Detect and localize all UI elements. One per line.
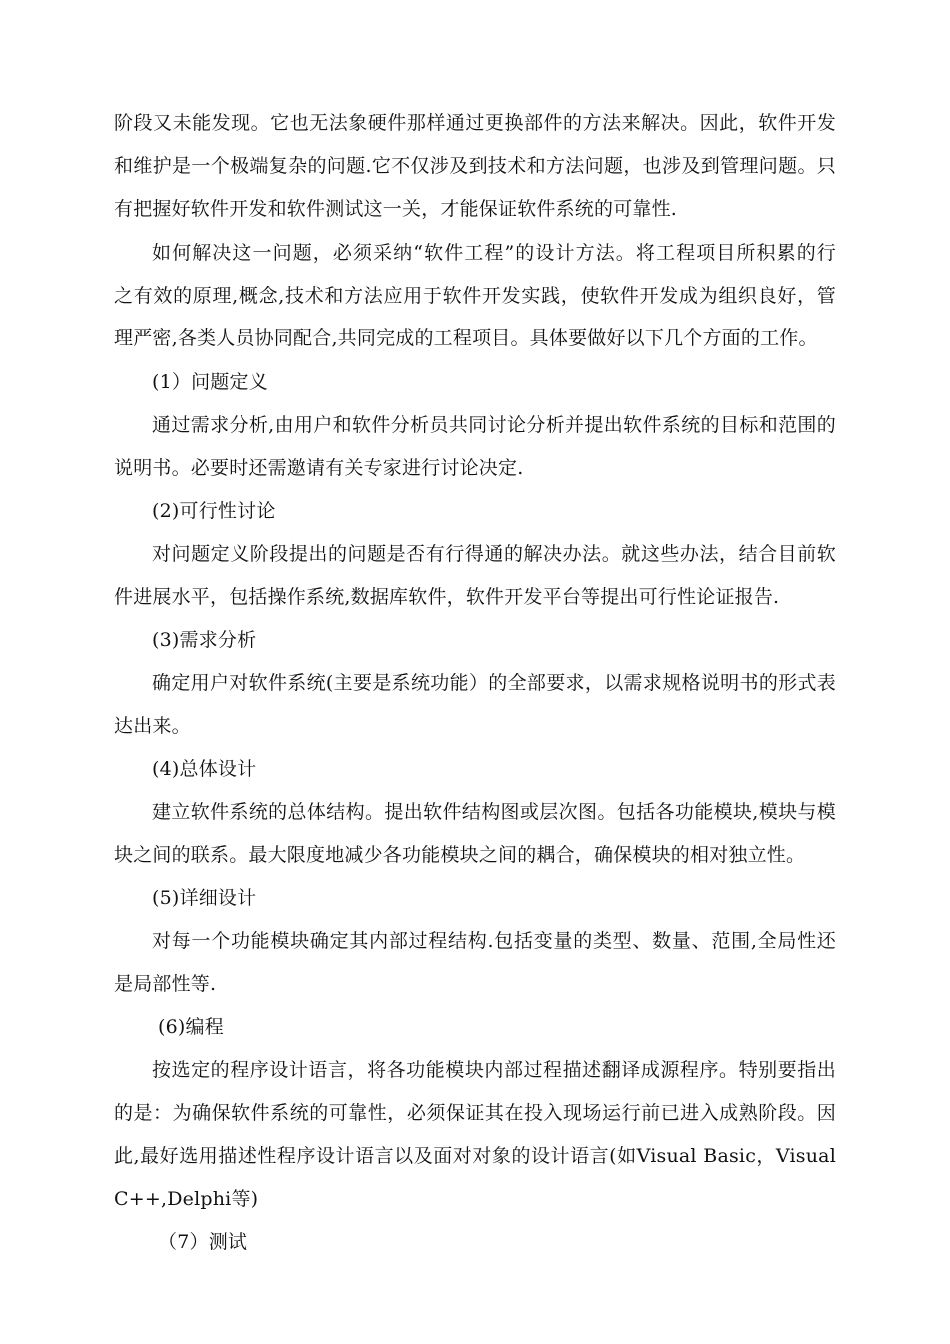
paragraph-line: 通过需求分析,由用户和软件分析员共同讨论分析并提出软件系统的目标和范围的 — [152, 414, 836, 436]
section-heading: （7）测试 — [158, 1231, 248, 1253]
paragraph-line: 如何解决这一问题，必须采纳“软件工程”的设计方法。将工程项目所积累的行 — [152, 242, 836, 264]
paragraph-line: 说明书。必要时还需邀请有关专家进行讨论决定. — [114, 457, 524, 479]
paragraph-line: 建立软件系统的总体结构。提出软件结构图或层次图。包括各功能模块,模块与模 — [152, 801, 836, 823]
paragraph-line: C++,Delphi等) — [114, 1188, 259, 1210]
section-heading: (1）问题定义 — [152, 371, 268, 393]
paragraph-line: 和维护是一个极端复杂的问题.它不仅涉及到技术和方法问题，也涉及到管理问题。只 — [114, 155, 836, 177]
paragraph-line: 件进展水平，包括操作系统,数据库软件，软件开发平台等提出可行性论证报告. — [114, 586, 780, 608]
paragraph-line: 阶段又未能发现。它也无法象硬件那样通过更换部件的方法来解决。因此，软件开发 — [114, 112, 836, 134]
paragraph-line: 是局部性等. — [114, 973, 217, 995]
section-heading: (5)详细设计 — [152, 887, 257, 909]
paragraph-line: 确定用户对软件系统(主要是系统功能）的全部要求，以需求规格说明书的形式表 — [152, 672, 836, 694]
paragraph-line: 有把握好软件开发和软件测试这一关，才能保证软件系统的可靠性. — [114, 198, 678, 220]
paragraph-line: 按选定的程序设计语言，将各功能模块内部过程描述翻译成源程序。特别要指出 — [152, 1059, 836, 1081]
paragraph-line: 对每一个功能模块确定其内部过程结构.包括变量的类型、数量、范围,全局性还 — [152, 930, 836, 952]
section-heading: (6)编程 — [158, 1016, 224, 1038]
paragraph-line: 之有效的原理,概念,技术和方法应用于软件开发实践，使软件开发成为组织良好，管 — [114, 285, 836, 307]
section-heading: (4)总体设计 — [152, 758, 257, 780]
paragraph-line: 的是：为确保软件系统的可靠性，必须保证其在投入现场运行前已进入成熟阶段。因 — [114, 1102, 836, 1124]
paragraph-line: 此,最好选用描述性程序设计语言以及面对对象的设计语言(如Visual Basic，Visual — [114, 1145, 836, 1167]
paragraph-line: 达出来。 — [114, 715, 191, 737]
paragraph-line: 理严密,各类人员协同配合,共同完成的工程项目。具体要做好以下几个方面的工作。 — [114, 327, 818, 349]
paragraph-line: 对问题定义阶段提出的问题是否有行得通的解决办法。就这些办法，结合目前软 — [152, 543, 836, 565]
section-heading: (3)需求分析 — [152, 629, 257, 651]
paragraph-line: 块之间的联系。最大限度地减少各功能模块之间的耦合，确保模块的相对独立性。 — [114, 844, 806, 866]
section-heading: (2)可行性讨论 — [152, 500, 276, 522]
